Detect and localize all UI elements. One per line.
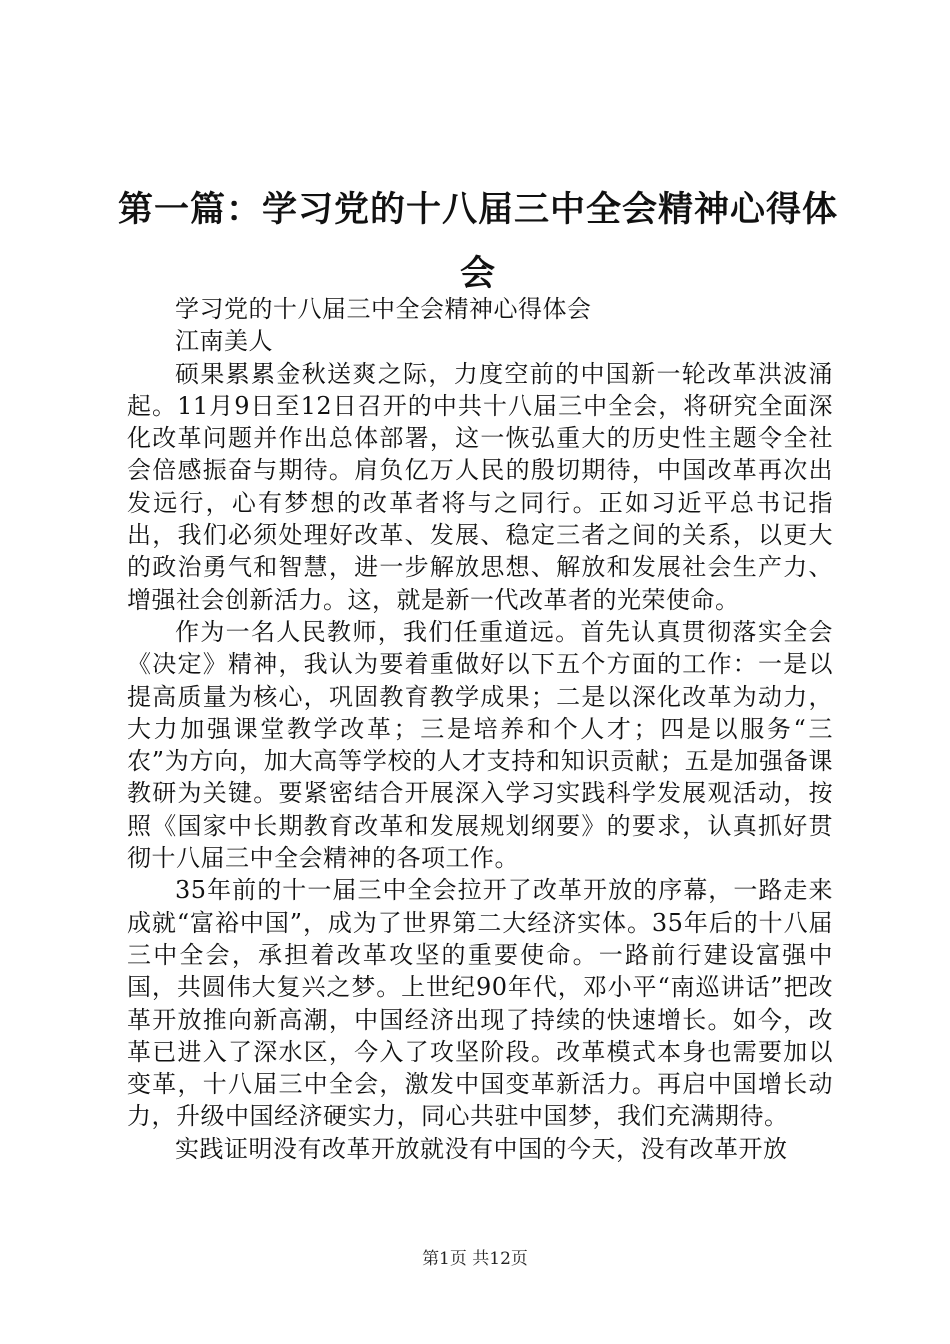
document-author: 江南美人 [175,327,273,356]
document-title: 第一篇：学习党的十八届三中全会精神心得体会 [118,190,839,294]
document-subtitle: 学习党的十八届三中全会精神心得体会 [175,295,592,323]
paragraph: 作为一名人民教师，我们任重道远。首先认真贯彻落实全会《决定》精神，我认为要着重做好以下五个方面的工作：一是以提高质量为核心，巩固教育教学成果；二是以深化改革为动力，大力加强课堂教学改革；三是培养和个人才；四是以服务“三农”为方向，加大高等学校的人才支持和知识贡献；五是加强备课教研为关键。要紧密结合开展深入学习实践科学发展观活动，按照《国家中长期教育改革和发展规划纲要》的要求，认真抓好贯彻十八届三中全会精神的各项工作。 [127,617,833,873]
document-body [127,293,833,1165]
paragraph: 实践证明没有改革开放就没有中国的今天，没有改革开放 [175,1134,788,1163]
paragraph: 35年前的十一届三中全会拉开了改革开放的序幕，一路走来成就“富裕中国”，成为了世界第二大经济实体。35年后的十八届三中全会，承担着改革攻坚的重要使命。一路前行建设富强中国，共圆伟大复兴之梦。上世纪90年代，邓小平“南巡讲话”把改革开放推向新高潮，中国经济出现了持续的快速增长。如今，改革已进入了深水区，今入了攻坚阶段。改革模式本身也需要加以变革，十八届三中全会，激发中国变革新活力。再启中国增长动力，升级中国经济硬实力，同心共驻中国梦，我们充满期待。 [127,876,833,1131]
page-number-footer: 第1页 共12页 [422,1249,528,1269]
paragraph: 硕果累累金秋送爽之际，力度空前的中国新一轮改革洪波涌起。11月9日至12日召开的中共十八届三中全会，将研究全面深化改革问题并作出总体部署，这一恢弘重大的历史性主题令全社会倍感振奋与期待。肩负亿万人民的殷切期待，中国改革再次出发远行，心有梦想的改革者将与之同行。正如习近平总书记指出，我们必须处理好改革、发展、稳定三者之间的关系，以更大的政治勇气和智慧，进一步解放思想、解放和发展社会生产力、增强社会创新活力。这，就是新一代改革者的光荣使命。 [127,359,833,614]
